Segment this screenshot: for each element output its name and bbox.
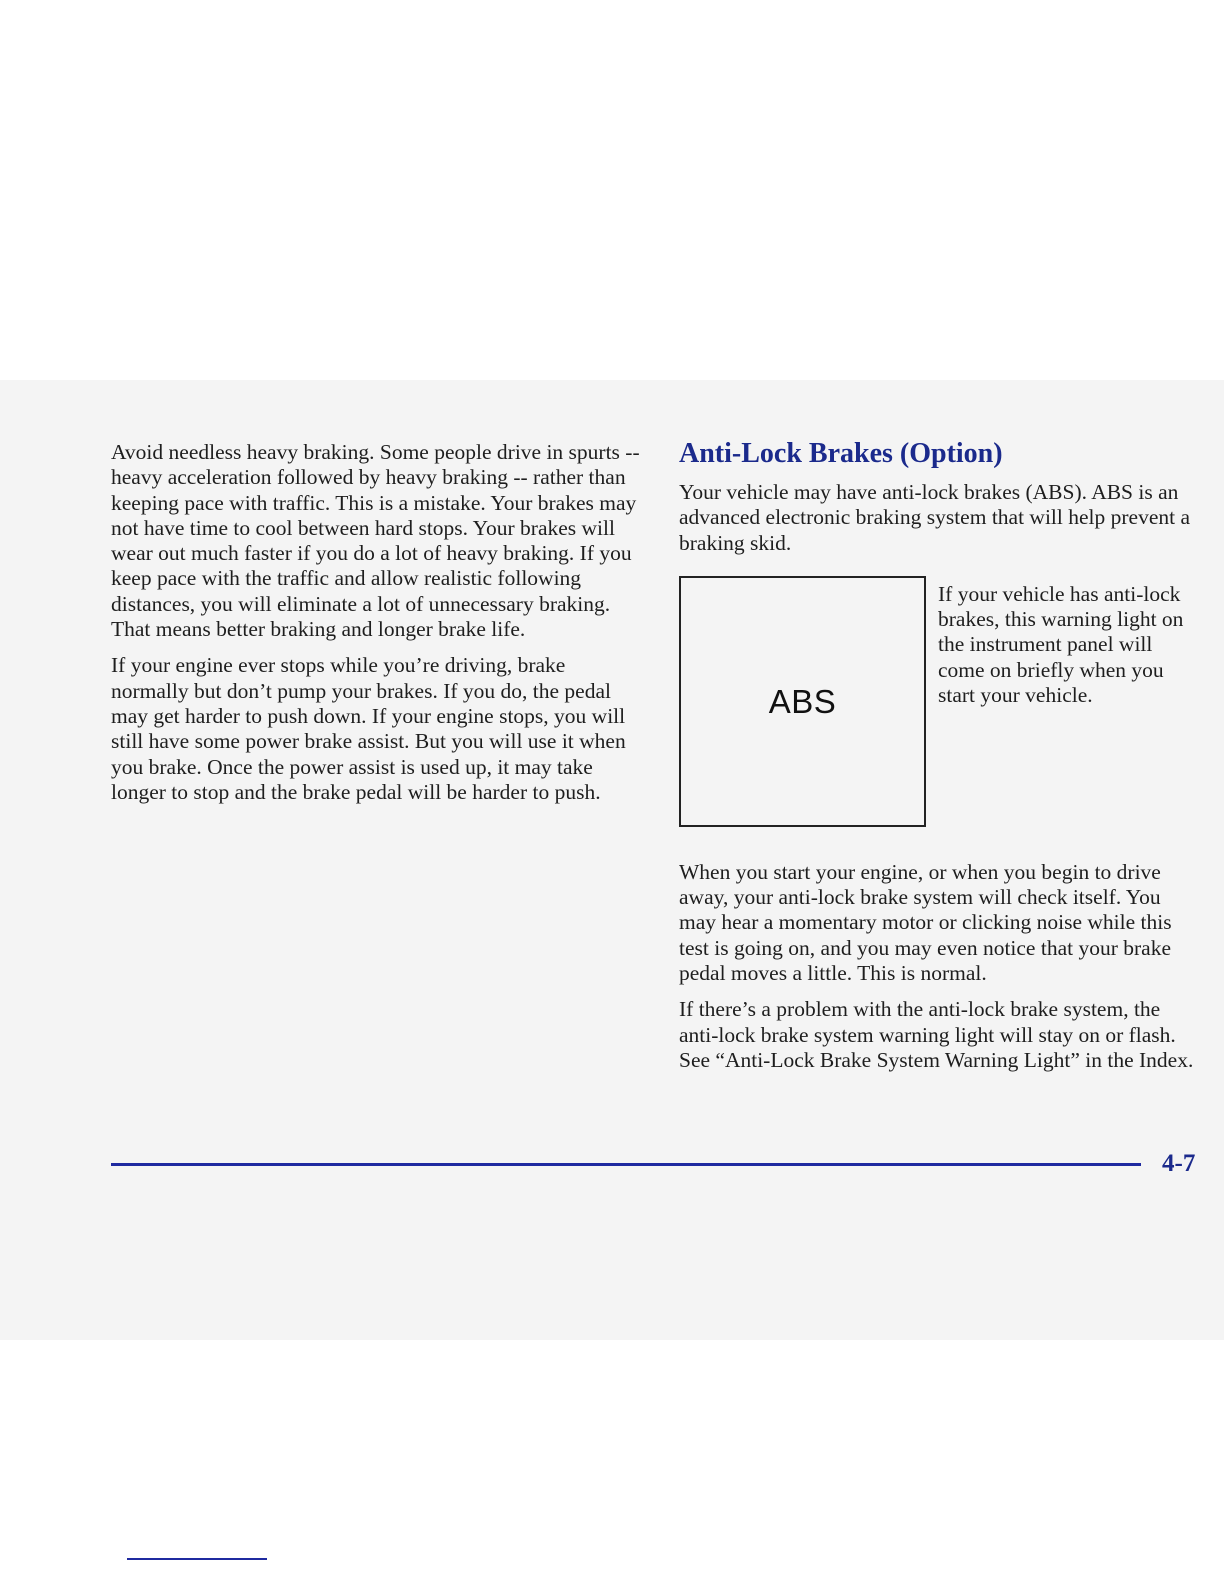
- page-number: 4-7: [1162, 1150, 1196, 1177]
- paragraph-abs-intro: Your vehicle may have anti-lock brakes (ABS). ABS is an advanced electronic braking system that will help prevent a braking skid.: [679, 480, 1191, 555]
- paragraph-abs-problem: If there’s a problem with the anti-lock brake system, the anti-lock brake system warning light will stay on or flash. See “Anti-Lock Brake System Warning Light” in the Index.: [679, 997, 1194, 1072]
- right-column: [679, 438, 1201, 1084]
- abs-details: [679, 860, 1201, 1073]
- paragraph-engine-stops: If your engine ever stops while you’re driving, brake normally but don’t pump your brakes. If you do, the pedal may get harder to push down. If your engine stops, you will still have some power brake assist. But you will use it when you brake. Once the power assist is used up, it may take longer to stop and the brake pedal will be harder to push.: [111, 653, 626, 804]
- abs-figure: [679, 576, 1201, 827]
- abs-caption: If your vehicle has anti-lock brakes, this warning light on the instrument panel will come on briefly when you start your vehicle.: [938, 581, 1184, 708]
- abs-warning-light-icon: [679, 576, 926, 827]
- footer-rule: [111, 1163, 1141, 1166]
- paragraph-heavy-braking: Avoid needless heavy braking. Some people drive in spurts -- heavy acceleration followed by heavy braking -- rather than keeping pace with traffic. This is a mistake. Your brakes may not have time to cool between hard stops. Your brakes will wear out much faster if you do a lot of heavy braking. If you keep pace with the traffic and allow realistic following distances, you will eliminate a lot of unnecessary braking. That means better braking and longer brake life.: [111, 440, 640, 642]
- bottom-rule: [127, 1558, 267, 1560]
- left-column: [111, 440, 641, 816]
- section-title: Anti-Lock Brakes (Option): [679, 438, 1003, 469]
- paragraph-self-check: When you start your engine, or when you begin to drive away, your anti-lock brake system will check itself. You may hear a momentary motor or clicking noise while this test is going on, and you may even notice that your brake pedal moves a little. This is normal.: [679, 859, 1172, 986]
- abs-icon-label: ABS: [768, 682, 837, 720]
